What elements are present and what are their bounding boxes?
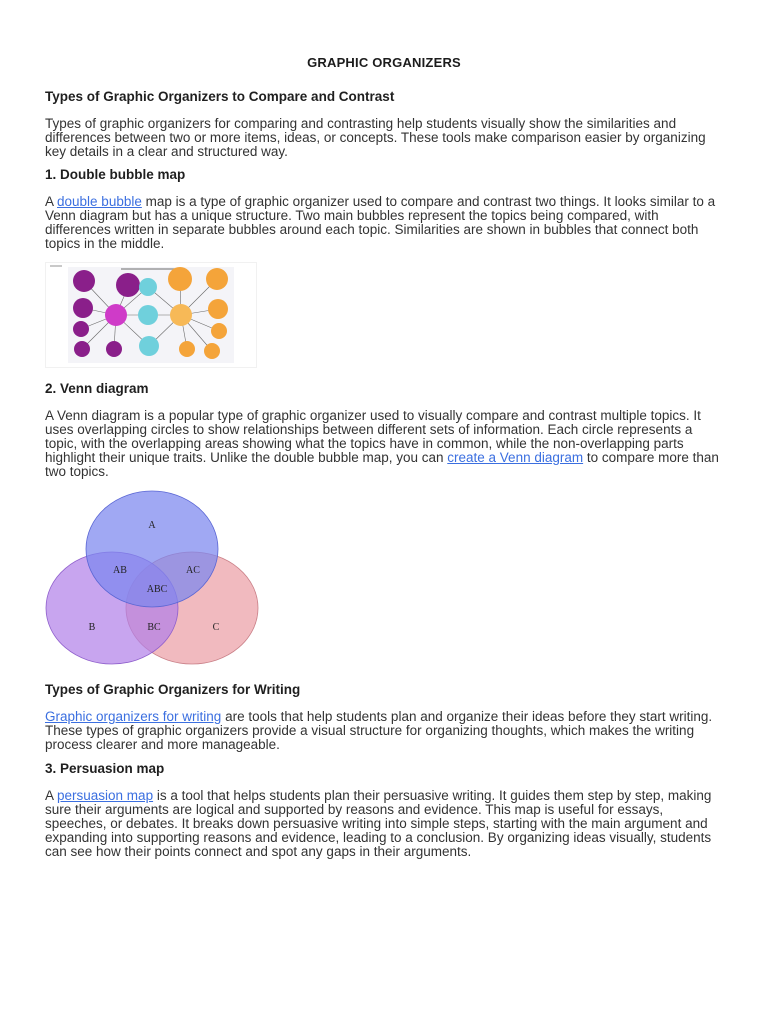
- text-segment: to compare more than two topics.: [45, 450, 719, 479]
- venn-diagram-image: [45, 488, 260, 666]
- double-bubble-map-image: [45, 262, 257, 368]
- link-graphic-organizers-writing[interactable]: Graphic organizers for writing: [45, 709, 222, 724]
- heading-double-bubble: 1. Double bubble map: [45, 167, 186, 182]
- document-title: GRAPHIC ORGANIZERS: [307, 55, 461, 70]
- paragraph-persuasion-map: [45, 789, 725, 859]
- section-heading-writing: Types of Graphic Organizers for Writing: [45, 682, 301, 697]
- double-bubble-svg: [46, 263, 256, 367]
- paragraph-double-bubble: [45, 195, 725, 251]
- section-writing: [45, 681, 725, 752]
- paragraph-venn-diagram: [45, 409, 725, 479]
- venn-label-ab: AB: [113, 565, 127, 576]
- section-heading-compare: Types of Graphic Organizers to Compare and Contrast: [45, 89, 395, 104]
- text-segment: map is a type of graphic organizer used to compare and contrast two things. It looks similar to a Venn diagram but has a unique structure. Two main bubbles represent the topics being compared, with differences written in separate bubbles around each topic. Similarities are shown in bubbles that connect both topics in the middle.: [45, 194, 716, 251]
- text-segment: are tools that help students plan and organize their ideas before they start writing. These types of graphic organizers provide a visual structure for organizing thoughts, which makes the writing process clearer and more manageable.: [45, 709, 713, 752]
- link-create-venn[interactable]: create a Venn diagram: [447, 450, 584, 465]
- link-persuasion-map[interactable]: persuasion map: [57, 788, 154, 803]
- section-intro-compare: Types of graphic organizers for comparing and contrasting help students visually show the similarities and differences between two or more items, ideas, or concepts. These tools make comparison easier by organizing key details in a clear and structured way.: [45, 116, 706, 159]
- link-double-bubble[interactable]: double bubble: [57, 194, 142, 209]
- venn-label-abc: ABC: [146, 584, 168, 595]
- paragraph-writing: [45, 710, 725, 752]
- venn-label-a: A: [148, 520, 156, 531]
- text-segment: A: [45, 788, 58, 803]
- text-segment: is a tool that helps students plan their persuasive writing. It guides them step by step, making sure their arguments are logical and supported by reasons and evidence. This map is useful for essays, speeches, or debates. It breaks down persuasive writing into simple steps, starting with the main argument and expanding into supporting reasons and evidence, leading to a conclusion. By organizing ideas visually, students can see how their points connect and spot any gaps in their arguments.: [45, 788, 712, 859]
- section-double-bubble: [45, 166, 725, 251]
- venn-label-c: C: [212, 622, 220, 633]
- section-compare-contrast: [45, 88, 725, 159]
- venn-svg: [45, 488, 260, 666]
- venn-label-b: B: [88, 622, 96, 633]
- text-segment: A: [45, 194, 58, 209]
- section-persuasion: [45, 760, 725, 859]
- section-venn: [45, 380, 725, 479]
- heading-venn-diagram: 2. Venn diagram: [45, 381, 149, 396]
- text-segment: A Venn diagram is a popular type of graphic organizer used to visually compare and contrast multiple topics. It uses overlapping circles to show relationships between different sets of information. Each circle represents a topic, with the overlapping areas showing what the topics have in common, while the non-overlapping parts highlight their unique traits. Unlike the double bubble map, you can: [45, 408, 701, 465]
- heading-persuasion-map: 3. Persuasion map: [45, 761, 165, 776]
- venn-label-bc: BC: [147, 622, 161, 633]
- venn-label-ac: AC: [186, 565, 200, 576]
